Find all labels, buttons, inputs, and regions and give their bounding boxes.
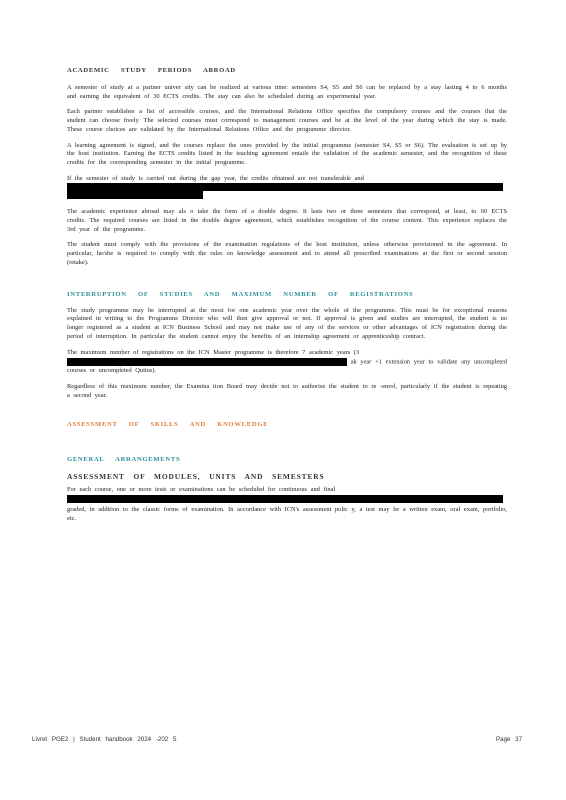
heading-interruption: INTERRUPTION OF STUDIES AND MAXIMUM NUMBER OF REGISTRATIONS xyxy=(67,290,414,298)
redaction-bar xyxy=(67,183,503,191)
paragraph: A semester of study at a partner univer sity can be realized at various time: semesters S4, S5 and S6 can be replaced by a stay lasting 4 to 6 months and earning the equivalent of 30 ECTS credits. The stay can also be scheduled during an experimental year. xyxy=(67,84,507,100)
paragraph-start: The maximum number of registrations on the ICN Master programme is therefore 7 academic years (3 xyxy=(67,349,360,357)
redaction-bar xyxy=(67,495,503,503)
paragraph: If the semester of study is carried out during the gap year, the credits obtained are not transferable and xyxy=(67,174,364,182)
footer-handbook-title: Livret PGE2 | Student handbook 2024 -202 5 xyxy=(32,736,177,743)
heading-assessment: ASSESSMENT OF SKILLS AND KNOWLEDGE xyxy=(67,421,269,429)
paragraph: Regardless of this maximum number, the Examina tion Board may decide not to authorise the student to re -enrol, particularly if the student is repeating a second year. xyxy=(67,382,507,399)
paragraph: The academic experience abroad may als o take the form of a double degree. It lasts two or three semesters that correspond, at least, to 60 ECTS credits. The required courses are listed in the double degree agreement, which establishes recognition of the course content. This experience replaces the 3rd year of the programme. xyxy=(67,208,507,233)
heading-general-arrangements: GENERAL ARRANGEMENTS xyxy=(67,456,181,464)
paragraph: graded, in addition to the classic forms of examination. In accordance with ICN's assessment polic y, a test may be a written exam, oral exam, portfolio, etc. xyxy=(67,506,507,522)
paragraph: Each partner establishes a list of accessible courses, and the International Relations Office specifies the compulsory courses and the courses that the student can choose freely. The selected courses must correspond to management courses and be at the level of the year during which the stay is made. These course choices are validated by the International Relations Office and the programme director. xyxy=(67,108,507,133)
redaction-bar xyxy=(67,191,203,199)
paragraph: The student must comply with the provisions of the examination regulations of the host institution, unless otherwise provisioned in the agreement. In particular, he/she is required to comply with the rules on knowledge assessment and to attend all prescribed examinations at the first or second session (retake). xyxy=(67,241,507,266)
paragraph-continued xyxy=(67,358,507,376)
footer-page-number: Page 37 xyxy=(496,736,523,743)
page-content xyxy=(67,66,507,523)
subheading-assessment-modules: ASSESSMENT OF MODULES, UNITS AND SEMESTERS xyxy=(67,472,325,482)
redaction-bar xyxy=(67,358,347,366)
paragraph: For each course, one or more tests or examinations can be scheduled for continuous and final xyxy=(67,486,336,494)
paragraph: The study programme may be interrupted at the most for one academic year over the whole of the programme. This must be for exceptional reasons explained in writing to the Programme Director who will then give approval or not. If approval is given and studies are interrupted, the student is no longer registered as a student at ICN Business School and may not make use of any of the services or other advantages of ICN registration during the period of interruption. In particular the student cannot enjoy the benefits of an internship agreement or apprenticeship contract. xyxy=(67,306,507,340)
paragraph: A learning agreement is signed, and the courses replace the ones provided by the initial programme (semester S4, S5 or S6). The evaluation is set up by the host institution. Earning the ECTS credits listed in the teaching agreement entails the validation of the academic semester, and the recognition of these credits for the corresponding semester in the initial programme. xyxy=(67,141,507,166)
paragraph-end: ak year +1 extension year to validate any uncompleted courses or uncompleted Quitus). xyxy=(67,358,507,375)
page-footer xyxy=(0,736,566,746)
heading-study-abroad: ACADEMIC STUDY PERIODS ABROAD xyxy=(67,67,236,74)
